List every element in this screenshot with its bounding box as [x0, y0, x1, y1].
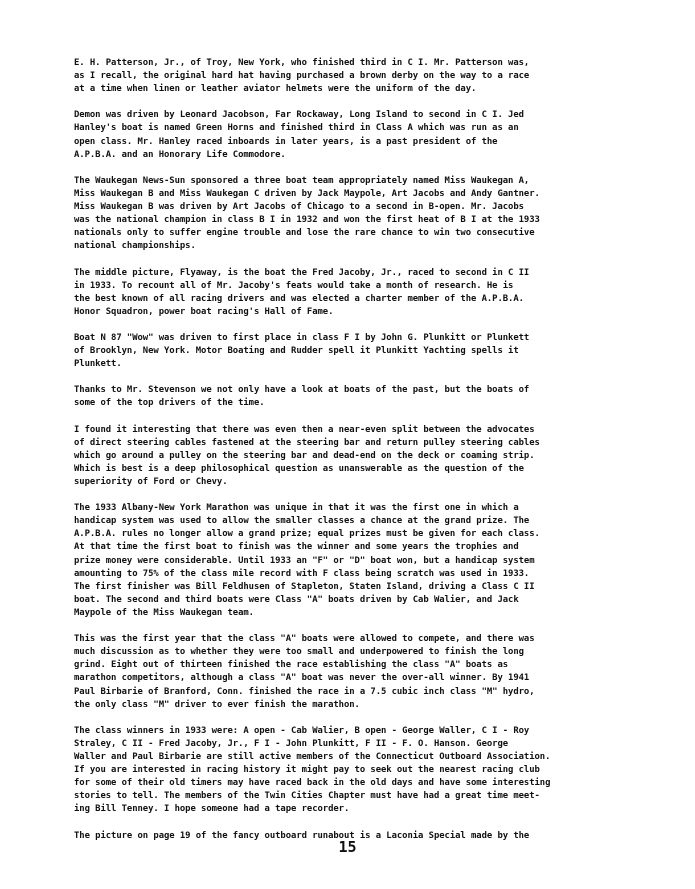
text-line: the only class "M" driver to ever finish the marathon.	[74, 699, 360, 710]
text-line: Plunkett.	[74, 359, 122, 370]
text-line: of direct steering cables fastened at the steering bar and return pulley steering cables	[74, 437, 540, 448]
text-line: At that time the first boat to finish was the winner and some years the trophies and	[74, 542, 519, 553]
paragraph	[74, 267, 655, 319]
text-line: Hanley's boat is named Green Horns and finished third in Class A which was run as an	[74, 123, 519, 134]
text-line: If you are interested in racing history it might pay to seek out the nearest racing club	[74, 765, 540, 776]
text-line: Miss Waukegan B was driven by Art Jacobs of Chicago to a second in B-open. Mr. Jacobs	[74, 202, 524, 213]
text-line: ing Bill Tenney. I hope someone had a tape recorder.	[74, 804, 350, 815]
text-line: at a time when linen or leather aviator helmets were the uniform of the day.	[74, 84, 477, 95]
text-line: Waller and Paul Birbarie are still active members of the Connecticut Outboard Association.	[74, 751, 551, 762]
text-line: The 1933 Albany-New York Marathon was unique in that it was the first one in which a	[74, 503, 519, 514]
text-line: Maypole of the Miss Waukegan team.	[74, 607, 254, 618]
text-line: A.P.B.A. rules no longer allow a grand prize; equal prizes must be given for each class.	[74, 529, 540, 540]
text-line: Miss Waukegan B and Miss Waukegan C driven by Jack Maypole, Art Jacobs and Andy Gantner.	[74, 188, 540, 199]
text-line: This was the first year that the class "A" boats were allowed to compete, and there was	[74, 634, 535, 645]
text-line: in 1933. To recount all of Mr. Jacoby's feats would take a month of research. He is	[74, 280, 514, 291]
text-line: the best known of all racing drivers and was elected a charter member of the A.P.B.A.	[74, 293, 524, 304]
page-number: 15	[338, 838, 357, 856]
text-line: much discussion as to whether they were too small and underpowered to finish the long	[74, 647, 524, 658]
text-line: prize money were considerable. Until 1933 an "F" or "D" boat won, but a handicap system	[74, 555, 535, 566]
text-line: E. H. Patterson, Jr., of Troy, New York, who finished third in C I. Mr. Patterson was,	[74, 58, 530, 68]
text-line: grind. Eight out of thirteen finished the race establishing the class "A" boats as	[74, 660, 509, 671]
paragraph	[74, 384, 655, 410]
text-line: The class winners in 1933 were: A open - Cab Walier, B open - George Waller, C I - Roy	[74, 725, 530, 736]
text-line: I found it interesting that there was even then a near-even split between the advocates	[74, 424, 535, 435]
text-line: Thanks to Mr. Stevenson we not only have a look at boats of the past, but the boats of	[74, 385, 530, 396]
text-line: The first finisher was Bill Feldhusen of Stapleton, Staten Island, driving a Class C II	[74, 581, 535, 592]
text-line: stories to tell. The members of the Twin Cities Chapter must have had a great time meet-	[74, 791, 540, 802]
text-line: national championships.	[74, 241, 196, 252]
text-line: superiority of Ford or Chevy.	[74, 477, 228, 487]
text-line: boat. The second and third boats were Class "A" boats driven by Cab Walier, and Jack	[74, 594, 519, 605]
text-line: was the national champion in class B I in 1932 and won the first heat of B I at the 1933	[74, 215, 540, 226]
text-line: some of the top drivers of the time.	[74, 398, 265, 409]
paragraph	[74, 175, 655, 254]
paragraph	[74, 502, 655, 620]
text-line: The Waukegan News-Sun sponsored a three boat team appropriately named Miss Waukegan A,	[74, 175, 530, 186]
text-line: as I recall, the original hard hat having purchased a brown derby on the way to a race	[74, 71, 530, 82]
paragraph	[74, 424, 655, 489]
text-line: Boat N 87 "Wow" was driven to first place in class F I by John G. Plunkitt or Plunkett	[74, 332, 530, 343]
text-line: Honor Squadron, power boat racing's Hall of Fame.	[74, 306, 334, 317]
text-line: open class. Mr. Hanley raced inboards in later years, is a past president of the	[74, 136, 498, 147]
text-line: for some of their old timers may have raced back in the old days and have some interesting	[74, 778, 551, 789]
paragraph	[74, 332, 655, 371]
text-line: which go around a pulley on the steering bar and dead-end on the deck or coaming strip.	[74, 450, 535, 461]
paragraph	[74, 725, 655, 817]
text-line: A.P.B.A. and an Honorary Life Commodore.	[74, 149, 286, 160]
paragraph	[74, 109, 655, 161]
text-line: Which is best is a deep philosophical question as unanswerable as the question of the	[74, 463, 524, 474]
text-line: marathon competitors, although a class "A" boat was never the over-all winner. By 1941	[74, 673, 530, 684]
text-line: Demon was driven by Leonard Jacobson, Far Rockaway, Long Island to second in C I. Jed	[74, 110, 524, 121]
paragraph	[74, 57, 655, 96]
text-line: handicap system was used to allow the smaller classes a chance at the grand prize. The	[74, 516, 530, 527]
text-line: The picture on page 19 of the fancy outboard runabout is a Laconia Special made by the	[74, 830, 530, 841]
text-line: nationals only to suffer engine trouble and lose the rare chance to win two consecutive	[74, 228, 535, 239]
text-line: of Brooklyn, New York. Motor Boating and Rudder spell it Plunkitt Yachting spells it	[74, 346, 519, 357]
text-line: The middle picture, Flyaway, is the boat the Fred Jacoby, Jr., raced to second in C II	[74, 267, 530, 278]
text-line: amounting to 75% of the class mile record with F class being scratch was used in 1933.	[74, 568, 530, 579]
text-line: Paul Birbarie of Branford, Conn. finished the race in a 7.5 cubic inch class "M" hydro,	[74, 686, 535, 697]
text-line: Straley, C II - Fred Jacoby, Jr., F I - John Plunkitt, F II - F. O. Hanson. George	[74, 738, 509, 749]
paragraph	[74, 633, 655, 712]
